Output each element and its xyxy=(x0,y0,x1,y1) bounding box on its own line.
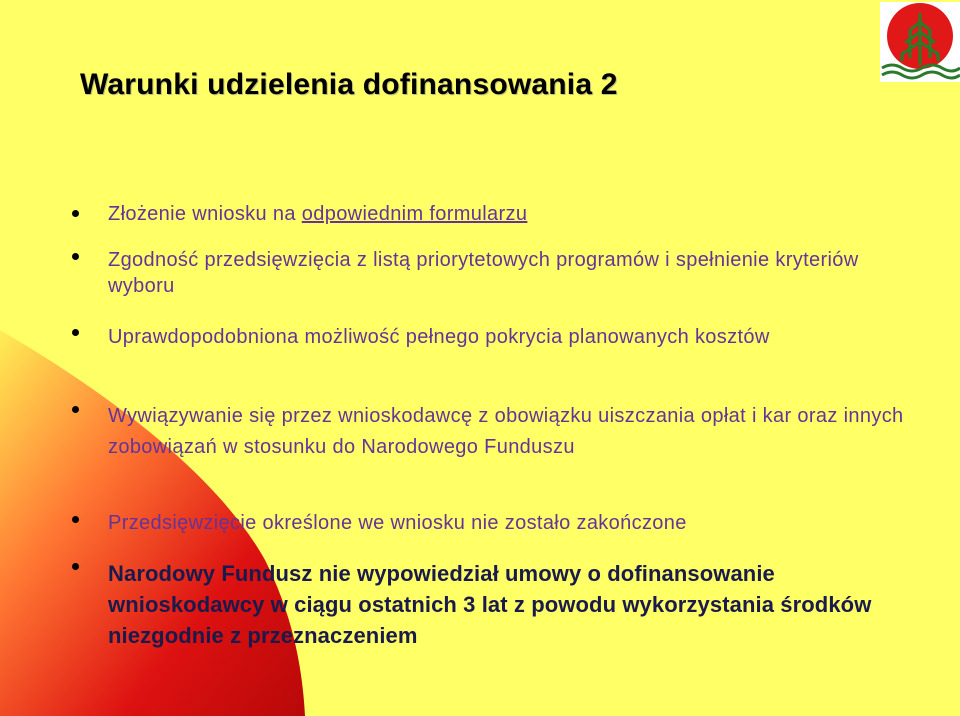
bullet-point xyxy=(72,329,79,336)
bullet-point xyxy=(72,516,79,523)
bullet-point xyxy=(72,253,79,260)
bullet-item-1 xyxy=(108,201,928,227)
form-link[interactable]: odpowiednim formularzu xyxy=(301,203,528,225)
bullet-point xyxy=(72,406,79,413)
bullet-point xyxy=(72,210,79,217)
nfosigw-logo-icon xyxy=(880,2,960,82)
bullet-item-3: Uprawdopodobniona możliwość pełnego pokrycia planowanych kosztów xyxy=(108,326,770,348)
slide-title: Warunki udzielenia dofinansowania 2 xyxy=(80,68,618,101)
bullet-item-4: Wywiązywanie się przez wnioskodawcę z obowiązku uiszczania opłat i kar oraz innych zobowiązań w stosunku do Narodowego Funduszu xyxy=(108,405,904,458)
bullet-point xyxy=(72,563,79,570)
bullet-item-5: Przedsięwzięcie określone we wniosku nie zostało zakończone xyxy=(108,512,687,534)
bullet-item-6: Narodowy Fundusz nie wypowiedział umowy o dofinansowanie wnioskodawcy w ciągu ostatnich 3 lat z powodu wykorzystania środków niezgodnie z przeznaczeniem xyxy=(108,561,872,648)
bullet-item-1-text: Złożenie wniosku na xyxy=(108,203,302,225)
bullet-item-2: Zgodność przedsięwzięcia z listą priorytetowych programów i spełnienie kryteriów wyboru xyxy=(108,249,859,297)
